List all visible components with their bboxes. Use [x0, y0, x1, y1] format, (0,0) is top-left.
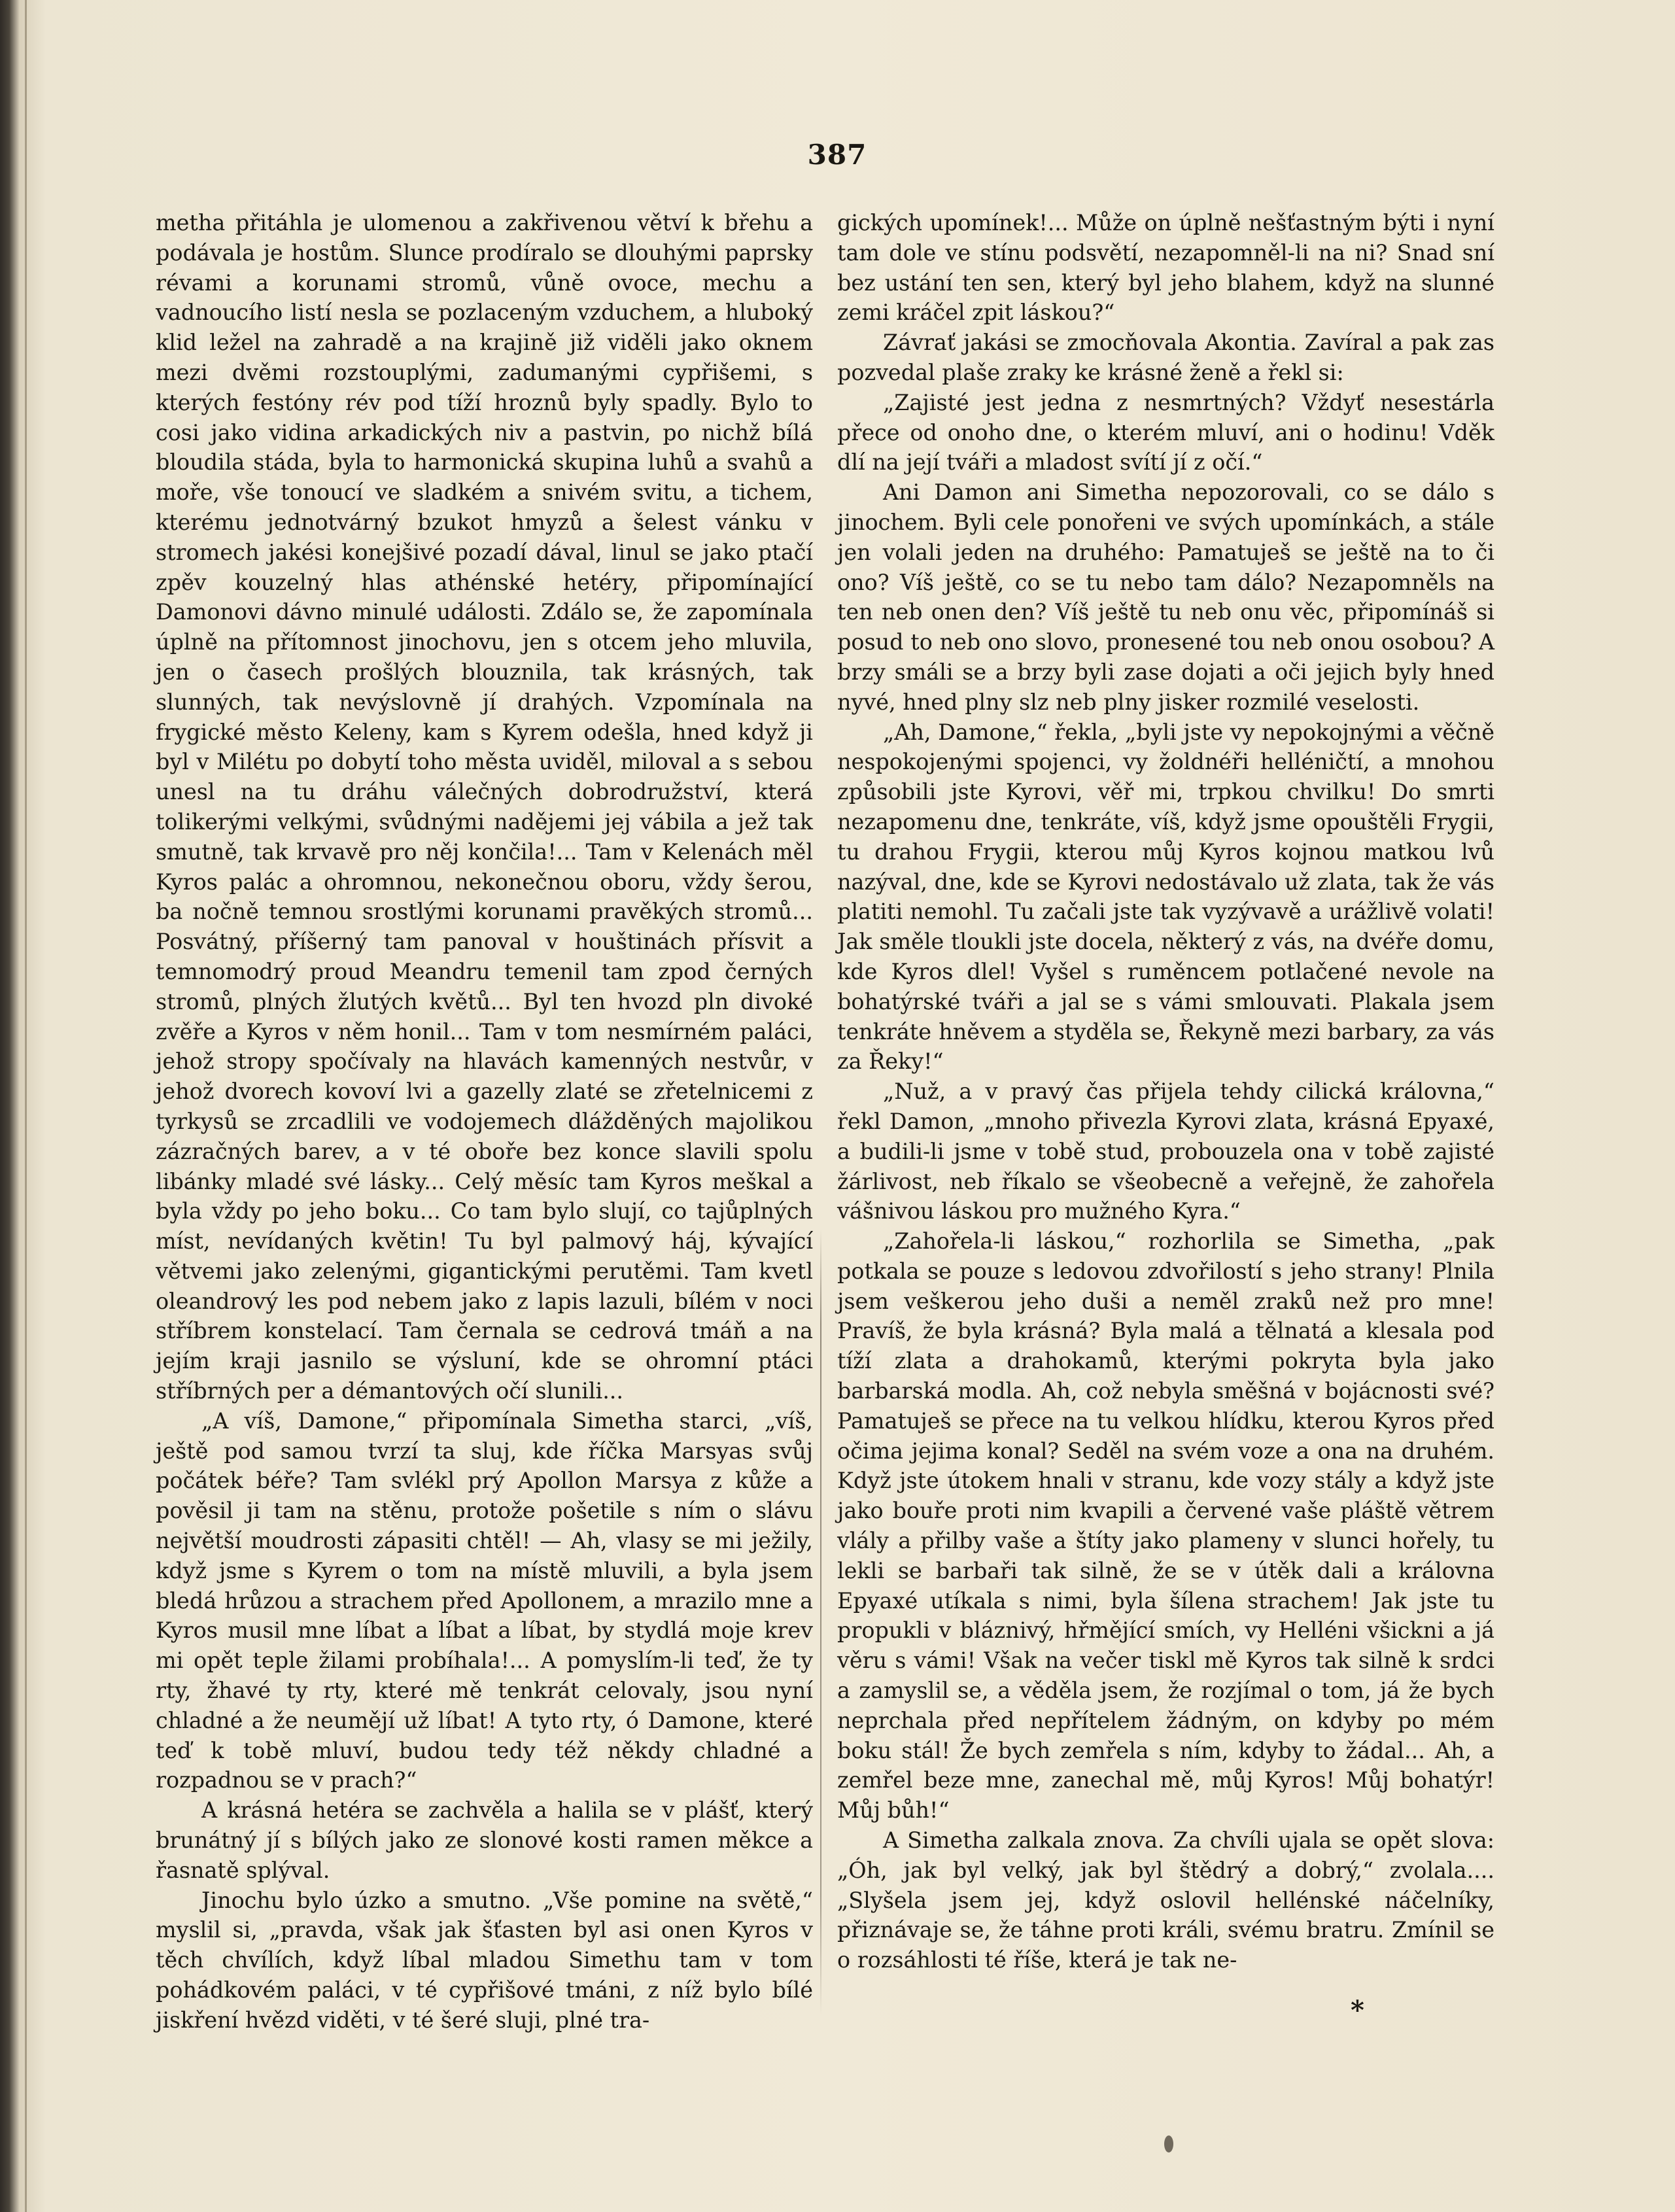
page-binding-edge — [25, 0, 27, 2212]
left-text-column — [156, 208, 813, 2035]
paragraph: Jinochu bylo úzko a smutno. „Vše pomine na světě,“ myslil si, „pravda, však jak šťasten byl asi onen Kyros v těch chvílích, když líbal mladou Simethu tam v tom pohádkovém paláci, v té cypřišové tmáni, z níž bylo bílé jiskření hvězd viděti, v té šeré sluji, plné tra- — [156, 1887, 813, 2033]
paragraph: Závrať jakási se zmocňovala Akontia. Zavíral a pak zas pozvedal plaše zraky ke krásné ženě a řekl si: — [837, 330, 1494, 385]
paragraph: „Nuž, a v pravý čas přijela tehdy cilická královna,“ řekl Damon, „mnoho přivezla Kyrovi zlata, krásná Epyaxé, a budili-li jsme v tobě stud, probouzela ona v tobě zajisté žárlivost, neb říkalo se všeobecně a veřejně, že zahořela vášnivou láskou pro mužného Kyra.“ — [837, 1079, 1494, 1224]
ink-smudge — [1164, 2135, 1173, 2152]
paragraph: „Zajisté jest jedna z nesmrtných? Vždyť nesestárla přece od onoho dne, o kterém mluví, ani o hodinu! Vděk dlí na její tváři a mladost svítí jí z očí.“ — [837, 389, 1494, 475]
column-divider — [820, 1230, 821, 2014]
signature-mark: * — [1351, 1995, 1364, 2026]
paragraph: „Ah, Damone,“ řekla, „byli jste vy nepokojnými a věčně nespokojenými spojenci, vy žoldnéři helléničtí, a mnohou způsobili jste Kyrovi, věř mi, trpkou chvilku! Do smrti nezapomenu dne, tenkráte, víš, když jsme opouštěli Frygii, tu drahou Frygii, kterou můj Kyros kojnou matkou lvů nazýval, dne, kde se Kyrovi nedostávalo už zlata, tak že vás platiti nemohl. Tu začali jste tak vyzývavě a urážlivě volati! Jak směle tloukli jste docela, některý z vás, na dvéře domu, kde Kyros dlel! Vyšel s ruměncem potlačené nevole na bohatýrské tváři a jal se s vámi smlouvati. Plakala jsem tenkráte hněvem a styděla se, Řekyně mezi barbary, za vás za Řeky!“ — [837, 719, 1494, 1075]
paragraph: A Simetha zalkala znova. Za chvíli ujala se opět slova: „Óh, jak byl velký, jak byl štědrý a dobrý,“ zvolala.... „Slyšela jsem jej, když oslovil hellénské náčelníky, přiznávaje se, že táhne proti králi, svému bratru. Zmínil se o rozsáhlosti té říše, která je tak ne- — [837, 1827, 1494, 1973]
paragraph: gických upomínek!... Může on úplně nešťastným býti i nyní tam dole ve stínu podsvětí, nezapomněl-li na ni? Snad sní bez ustání ten sen, který byl jeho blahem, když na slunné zemi kráčel zpit láskou?“ — [837, 210, 1494, 326]
paragraph: A krásná hetéra se zachvěla a halila se v plášť, který brunátný jí s bílých jako ze slonové kosti ramen měkce a řasnatě splýval. — [156, 1797, 813, 1883]
paragraph: „A víš, Damone,“ připomínala Simetha starci, „víš, ještě pod samou tvrzí ta sluj, kde říčka Marsyas svůj počátek béře? Tam svlékl prý Apollon Marsya z kůže a pověsil ji tam na stěnu, protože pošetile s ním o slávu největší moudrosti zápasiti chtěl! — Ah, vlasy se mi ježily, když jsme s Kyrem o tom na místě mluvili, a byla jsem bledá hrůzou a strachem před Apollonem, a mrazilo mne a Kyros musil mne líbat a líbat a líbat, by stydlá moje krev mi opět teple žilami probíhala!... A pomyslím-li teď, že ty rty, žhavé ty rty, které mě tenkrát celovaly, jsou nyní chladné a že neumějí už líbat! A tyto rty, ó Damone, které teď k tobě mluví, budou tedy též někdy chladné a rozpadnou se v prach?“ — [156, 1408, 813, 1793]
paragraph: Ani Damon ani Simetha nepozorovali, co se dálo s jinochem. Byli cele ponořeni ve svých upomínkách, a stále jen volali jeden na druhého: Pamatuješ se ještě na to či ono? Víš ještě, co se tu nebo tam dálo? Nezapomněls na ten neb onen den? Víš ještě tu neb onu věc, připomínáš si posud to neb ono slovo, pronesené tou neb onou osobou? A brzy smáli se a brzy byli zase dojati a oči jejich byly hned nyvé, hned plny slz neb plny jisker rozmilé veselosti. — [837, 479, 1494, 715]
paragraph: metha přitáhla je ulomenou a zakřivenou větví k břehu a podávala je hostům. Slunce prodíralo se dlouhými paprsky révami a korunami stromů, vůně ovoce, mechu a vadnoucího listí nesla se pozlaceným vzduchem, a hluboký klid ležel na zahradě a na krajině již viděli jako oknem mezi dvěmi rozstouplými, zadumanými cypřišemi, s kterých festóny rév pod tíží hroznů byly spadly. Bylo to cosi jako vidina arkadických niv a pastvin, po nichž bílá bloudila stáda, byla to harmonická skupina luhů a svahů a moře, vše tonoucí ve sladkém a snivém svitu, a tichem, kterému jednotvárný bzukot hmyzů a šelest vánku v stromech jakési konejšivé pozadí dával, linul se jako ptačí zpěv kouzelný hlas athénské hetéry, připomínající Damonovi dávno minulé události. Zdálo se, že zapomínala úplně na přítomnost jinochovu, jen s otcem jeho mluvila, jen o časech prošlých blouznila, tak krásných, tak slunných, tak nevýslovně jí drahých. Vzpomínala na frygické město Keleny, kam s Kyrem odešla, hned když ji byl v Milétu po dobytí toho města uviděl, miloval a s sebou unesl na tu dráhu válečných dobrodružství, která tolikerými velkými, svůdnými nadějemi jej vábila a jež tak smutně, tak krvavě pro něj končila!... Tam v Kelenách měl Kyros palác a ohromnou, nekonečnou oboru, vždy šerou, ba nočně temnou srostlými korunami pravěkých stromů... Posvátný, příšerný tam panoval v houštinách přísvit a temnomodrý proud Meandru temenil tam zpod černých stromů, plných žlutých květů... Byl ten hvozd pln divoké zvěře a Kyros v něm honil... Tam v tom nesmírném paláci, jehož stropy spočívaly na hlavách kamenných nestvůr, v jehož dvorech kovoví lvi a gazelly zlaté se zřetelnicemi z tyrkysů se zrcadlili ve vodojemech dlážděných majolikou zázračných barev, a v té oboře bez konce slavili spolu libánky mladé své lásky... Celý měsíc tam Kyros meškal a byla vždy po jeho boku... Co tam bylo slují, co tajůplných míst, nevídaných květin! Tu byl palmový háj, kývající větvemi jako zelenými, gigantickými perutěmi. Tam kvetl oleandrový les pod nebem jako z lapis lazuli, bílém v noci stříbrem konstelací. Tam černala se cedrová tmáň a na jejím kraji jasnilo se výsluní, kde se ohromní ptáci stříbrných per a démantových očí slunili... — [156, 210, 813, 1404]
right-text-column — [837, 208, 1494, 1975]
paragraph: „Zahořela-li láskou,“ rozhorlila se Simetha, „pak potkala se pouze s ledovou zdvořilostí s jeho strany! Plnila jsem veškerou jeho duši a neměl zraků než pro mne! Pravíš, že byla krásná? Byla malá a tělnatá a klesala pod tíží zlata a drahokamů, kterými pokryta byla jako barbarská modla. Ah, což nebyla směšná v bojácnosti své? Pamatuješ se přece na tu velkou hlídku, kterou Kyros před očima jejima konal? Seděl na svém voze a ona na druhém. Když jste útokem hnali v stranu, kde vozy stály a když jste jako bouře proti nim kvapili a červené vaše pláště větrem vlály a přilby vaše a štíty jako plameny v slunci hořely, tu lekli se barbaři tak silně, že se v útěk dali a královna Epyaxé utíkala s nimi, byla šílena strachem! Jak jste tu propukli v bláznivý, hřmějící smích, vy Helléni všickni a já věru s vámi! Však na večer tiskl mě Kyros tak silně k srdci a zamyslil se, a věděla jsem, že rozjímal o tom, já že bych neprchala před nepřítelem žádným, on kdyby po mém boku stál! Že bych zemřela s ním, kdyby to žádal... Ah, a zemřel beze mne, zanechal mě, můj Kyros! Můj bohatýr! Můj bůh!“ — [837, 1228, 1494, 1823]
page-number: 387 — [807, 139, 867, 171]
